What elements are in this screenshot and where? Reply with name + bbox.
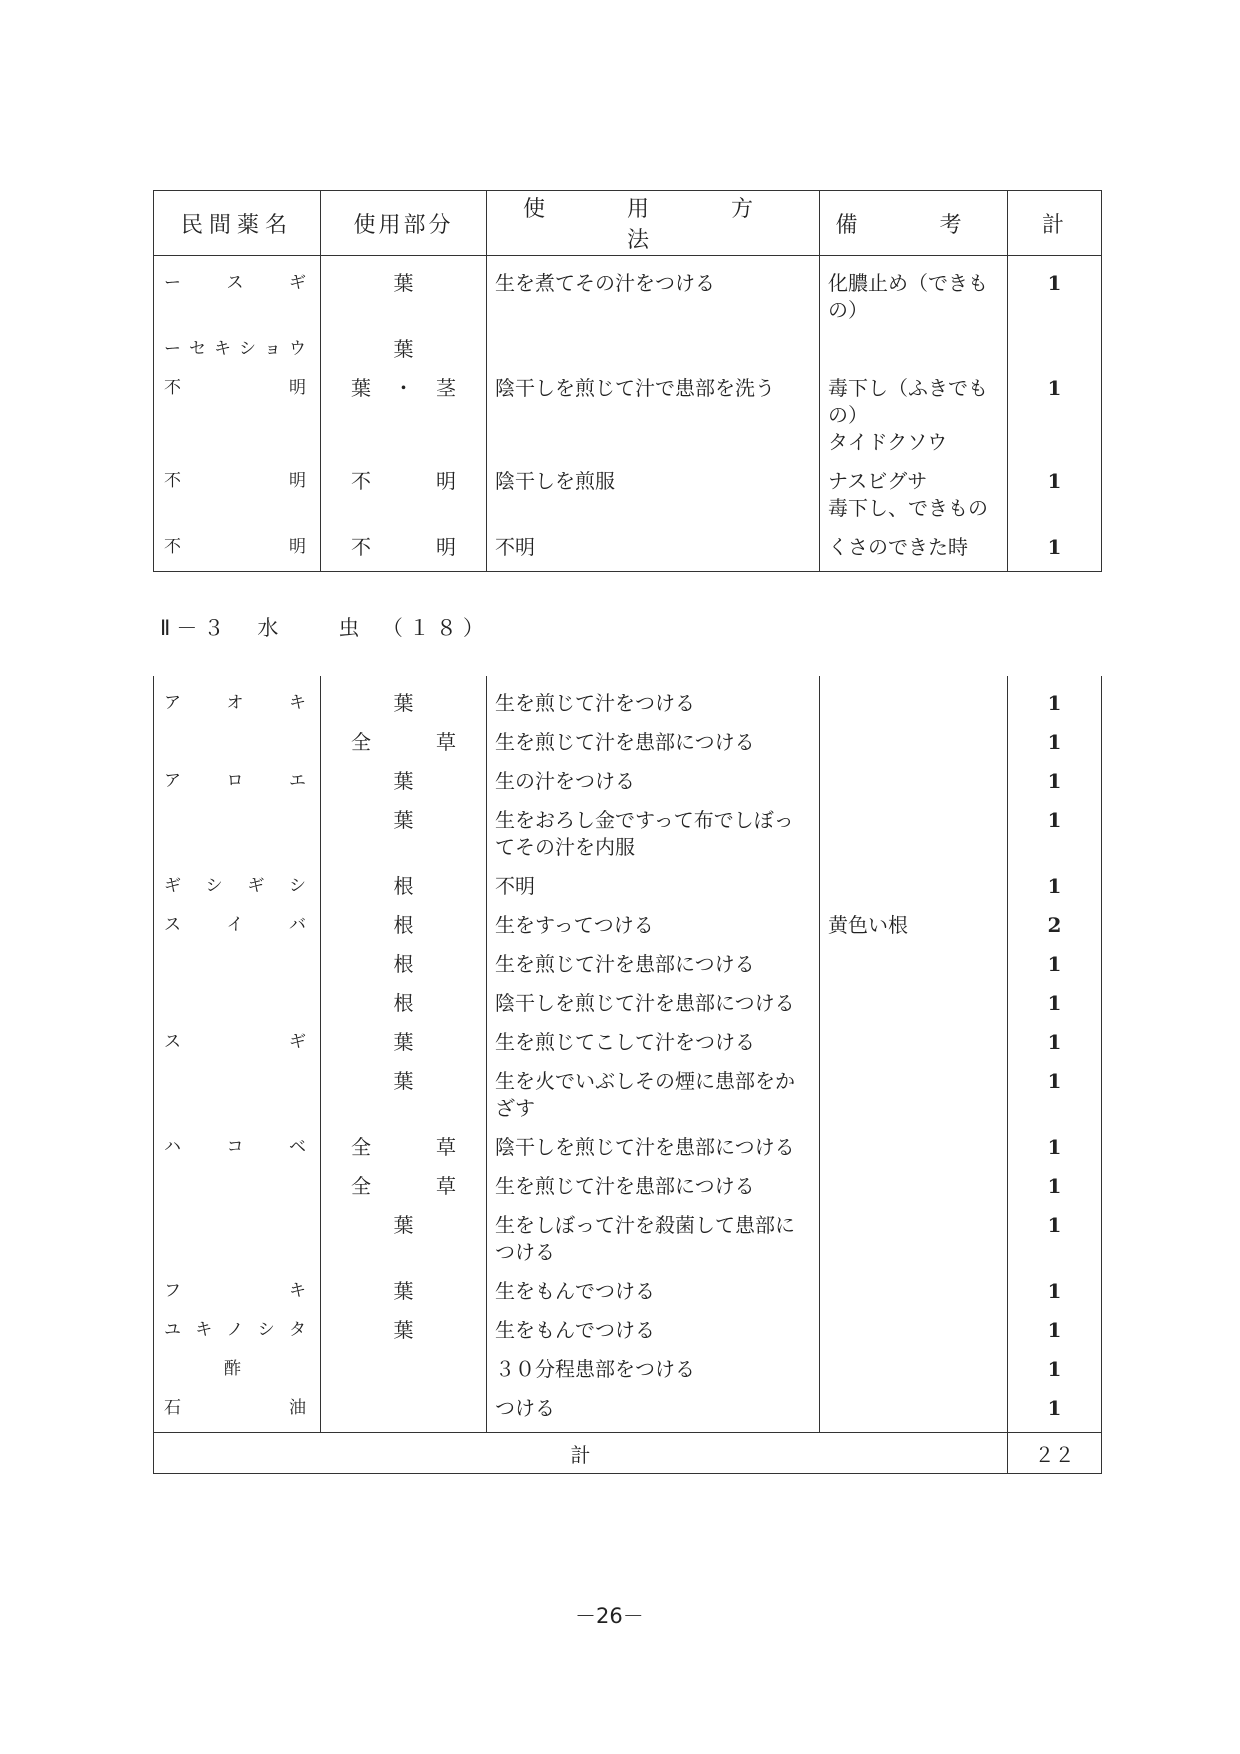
remedy-name-cell — [154, 801, 321, 867]
method-cell: 生を火でいぶしその煙に患部をかざす — [487, 1062, 820, 1128]
part-used-cell: 葉 — [321, 1272, 487, 1311]
part-used-cell: 葉 — [321, 1206, 487, 1272]
remedy-name-cell: 酢 — [154, 1350, 321, 1389]
remedy-name-cell — [154, 984, 321, 1023]
part-used-cell: 全 草 — [321, 723, 487, 762]
col-header-method: 使 用 方 法 — [487, 191, 820, 256]
part-used-cell: 葉 — [321, 256, 487, 331]
method-cell: ３０分程患部をつける — [487, 1350, 820, 1389]
part-used-cell: 葉 — [321, 330, 487, 369]
table-row — [154, 1389, 1102, 1433]
part-used-cell: 根 — [321, 867, 487, 906]
remedy-name-cell: 不 明 — [154, 369, 321, 462]
part-used-cell: 不 明 — [321, 462, 487, 528]
table-row — [154, 801, 1102, 867]
remarks-cell — [820, 1389, 1008, 1433]
count-cell: 1 — [1008, 1272, 1102, 1311]
count-cell: 1 — [1008, 1023, 1102, 1062]
part-used-cell: 葉 — [321, 1062, 487, 1128]
count-cell: 1 — [1008, 1128, 1102, 1167]
remarks-cell — [820, 1128, 1008, 1167]
remarks-cell — [820, 330, 1008, 369]
count-cell: 1 — [1008, 945, 1102, 984]
table-row — [154, 762, 1102, 801]
remedy-name-cell: ギ シ ギ シ — [154, 867, 321, 906]
count-cell: 1 — [1008, 1389, 1102, 1433]
method-cell: 生を煎じて汁をつける — [487, 676, 820, 723]
count-cell: 1 — [1008, 867, 1102, 906]
count-cell: 1 — [1008, 528, 1102, 572]
table-row — [154, 256, 1102, 331]
method-cell: 生を煎じてこして汁をつける — [487, 1023, 820, 1062]
remedy-name-cell: フ キ — [154, 1272, 321, 1311]
total-row — [154, 1433, 1102, 1474]
part-used-cell: 葉 — [321, 676, 487, 723]
part-used-cell: 葉 — [321, 1311, 487, 1350]
table-header-row — [154, 191, 1102, 256]
table-row — [154, 1062, 1102, 1128]
remedy-name-cell — [154, 723, 321, 762]
remarks-cell — [820, 676, 1008, 723]
remedy-name-cell: 石 油 — [154, 1389, 321, 1433]
count-cell: 1 — [1008, 762, 1102, 801]
count-cell: 1 — [1008, 1206, 1102, 1272]
remarks-cell — [820, 1272, 1008, 1311]
method-cell: 生をしぼって汁を殺菌して患部につける — [487, 1206, 820, 1272]
part-used-cell — [321, 1350, 487, 1389]
count-cell: 1 — [1008, 462, 1102, 528]
count-cell: 1 — [1008, 676, 1102, 723]
method-cell: 陰干しを煎服 — [487, 462, 820, 528]
count-cell: 1 — [1008, 801, 1102, 867]
remedy-name-cell: ア オ キ — [154, 676, 321, 723]
part-used-cell — [321, 1389, 487, 1433]
count-cell: 1 — [1008, 369, 1102, 462]
remedy-name-cell: ア ロ エ — [154, 762, 321, 801]
part-used-cell: 葉 — [321, 1023, 487, 1062]
remedy-name-cell: 不 明 — [154, 528, 321, 572]
count-cell: 1 — [1008, 256, 1102, 331]
section-title: Ⅱ－３ 水 虫 （１８） — [160, 616, 490, 640]
remarks-cell: くさのできた時 — [820, 528, 1008, 572]
table-row — [154, 369, 1102, 462]
remedy-name-cell — [154, 1206, 321, 1272]
table-row — [154, 1206, 1102, 1272]
remarks-cell: 化膿止め（できもの） — [820, 256, 1008, 331]
remedy-name-cell: ユ キ ノ シ タ — [154, 1311, 321, 1350]
remedy-name-cell: 不 明 — [154, 462, 321, 528]
table-row — [154, 1311, 1102, 1350]
remarks-cell: ナスビグサ 毒下し、できもの — [820, 462, 1008, 528]
part-used-cell: 根 — [321, 906, 487, 945]
method-cell: 陰干しを煎じて汁を患部につける — [487, 1128, 820, 1167]
part-used-cell: 葉 — [321, 801, 487, 867]
count-cell: 1 — [1008, 723, 1102, 762]
remedy-table-1 — [153, 190, 1102, 572]
method-cell: 生をすってつける — [487, 906, 820, 945]
method-cell: 生の汁をつける — [487, 762, 820, 801]
table-row — [154, 676, 1102, 723]
method-cell: 陰干しを煎じて汁を患部につける — [487, 984, 820, 1023]
table-row — [154, 462, 1102, 528]
remedy-name-cell: ス ギ — [154, 1023, 321, 1062]
remedy-name-cell: ー ス ギ — [154, 256, 321, 331]
remarks-cell: 毒下し（ふきでもの） タイドクソウ — [820, 369, 1008, 462]
count-cell: 1 — [1008, 984, 1102, 1023]
table-row — [154, 528, 1102, 572]
col-header-remedy-name: 民間薬名 — [154, 191, 321, 256]
remarks-cell — [820, 945, 1008, 984]
method-cell: 生を煎じて汁を患部につける — [487, 945, 820, 984]
table-row — [154, 1167, 1102, 1206]
remarks-cell — [820, 801, 1008, 867]
remarks-cell — [820, 1167, 1008, 1206]
method-cell: つける — [487, 1389, 820, 1433]
page-number: －26－ — [575, 1604, 644, 1628]
table-row — [154, 1128, 1102, 1167]
count-cell: 1 — [1008, 1062, 1102, 1128]
table-row — [154, 1272, 1102, 1311]
part-used-cell: 全 草 — [321, 1128, 487, 1167]
remarks-cell: 黄色い根 — [820, 906, 1008, 945]
total-label: 計 — [154, 1433, 1008, 1474]
table-row — [154, 906, 1102, 945]
count-cell: 1 — [1008, 1311, 1102, 1350]
part-used-cell: 根 — [321, 984, 487, 1023]
table-row — [154, 867, 1102, 906]
method-cell: 生を煮てその汁をつける — [487, 256, 820, 331]
method-cell: 生を煎じて汁を患部につける — [487, 1167, 820, 1206]
remedy-name-cell: ハ コ ベ — [154, 1128, 321, 1167]
remarks-cell — [820, 867, 1008, 906]
count-cell — [1008, 330, 1102, 369]
remarks-cell — [820, 1350, 1008, 1389]
count-cell: 1 — [1008, 1167, 1102, 1206]
method-cell: 不明 — [487, 867, 820, 906]
method-cell — [487, 330, 820, 369]
count-cell: 2 — [1008, 906, 1102, 945]
table-row — [154, 984, 1102, 1023]
table-row — [154, 330, 1102, 369]
method-cell: 生をもんでつける — [487, 1272, 820, 1311]
col-header-part-used: 使用部分 — [321, 191, 487, 256]
remedy-name-cell: ス イ バ — [154, 906, 321, 945]
remarks-cell — [820, 723, 1008, 762]
col-header-count: 計 — [1008, 191, 1102, 256]
table-row — [154, 1350, 1102, 1389]
remedy-name-cell — [154, 945, 321, 984]
part-used-cell: 葉 ・ 茎 — [321, 369, 487, 462]
part-used-cell: 全 草 — [321, 1167, 487, 1206]
method-cell: 生をおろし金ですって布でしぼってその汁を内服 — [487, 801, 820, 867]
method-cell: 不明 — [487, 528, 820, 572]
table-row — [154, 945, 1102, 984]
method-cell: 生を煎じて汁を患部につける — [487, 723, 820, 762]
col-header-remarks: 備 考 — [820, 191, 1008, 256]
part-used-cell: 葉 — [321, 762, 487, 801]
part-used-cell: 根 — [321, 945, 487, 984]
total-value: ２２ — [1008, 1433, 1102, 1474]
method-cell: 陰干しを煎じて汁で患部を洗う — [487, 369, 820, 462]
table-1-body — [154, 256, 1102, 572]
remarks-cell — [820, 1062, 1008, 1128]
part-used-cell: 不 明 — [321, 528, 487, 572]
remedy-table-2 — [153, 676, 1102, 1474]
remarks-cell — [820, 1023, 1008, 1062]
count-cell: 1 — [1008, 1350, 1102, 1389]
table-row — [154, 723, 1102, 762]
method-cell: 生をもんでつける — [487, 1311, 820, 1350]
remarks-cell — [820, 984, 1008, 1023]
remedy-name-cell — [154, 1167, 321, 1206]
remedy-name-cell: ー セ キ シ ョ ウ — [154, 330, 321, 369]
remarks-cell — [820, 762, 1008, 801]
table-row — [154, 1023, 1102, 1062]
remarks-cell — [820, 1311, 1008, 1350]
remedy-name-cell — [154, 1062, 321, 1128]
table-2-body — [154, 676, 1102, 1433]
remarks-cell — [820, 1206, 1008, 1272]
